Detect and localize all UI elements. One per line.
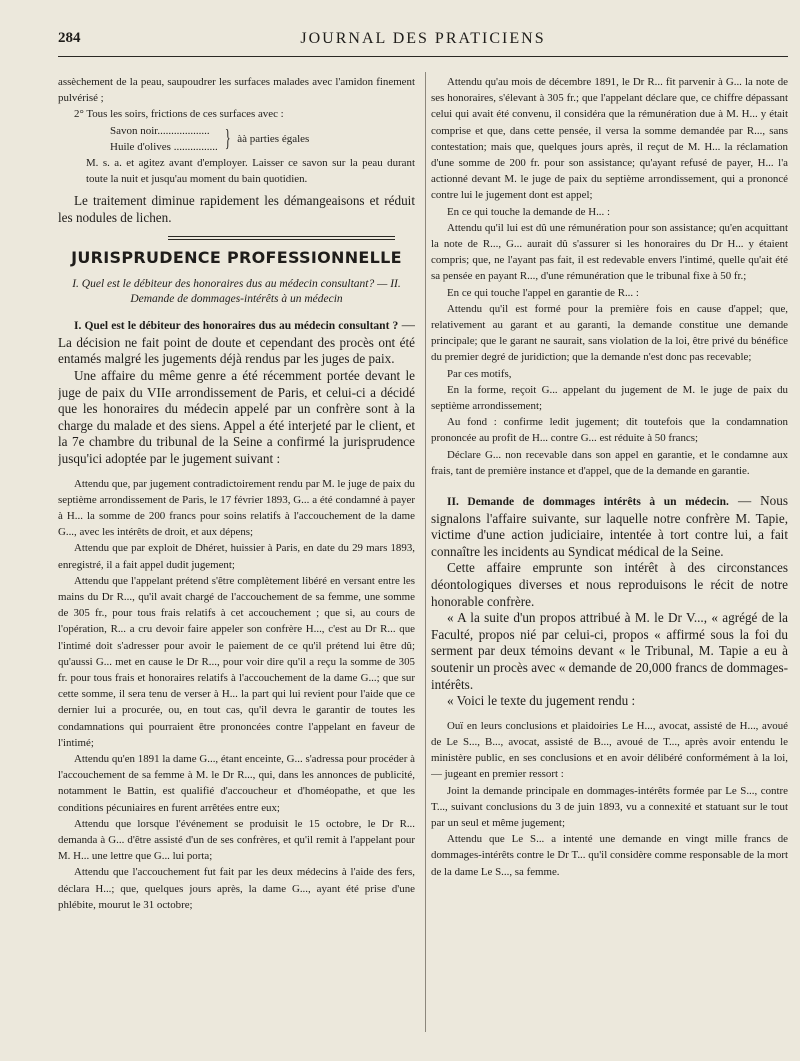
paragraph: Par ces motifs, xyxy=(447,367,512,380)
paragraph: Cette affaire emprunte son intérêt à des circonstances déontologiques diverses et nous reproduisons le récit de notre honorable confrère. xyxy=(431,560,788,609)
paragraph: 2° Tous les soirs, frictions de ces surfaces avec : xyxy=(74,108,284,121)
paragraph: assèchement de la peau, saupoudrer les surfaces malades avec l'amidon finement pulvérisé ; xyxy=(58,76,415,105)
paragraph: M. s. a. et agitez avant d'employer. Laisser ce savon sur la peau durant toute la nuit et jusqu'au moment du bain quotidien. xyxy=(86,156,415,185)
quote-paragraph: « Voici le texte du jugement rendu : xyxy=(447,693,636,709)
paragraph-lead: II. Demande de dommages intérêts à un médecin. xyxy=(447,496,729,509)
formula-item: Huile d'olives ................ xyxy=(110,140,218,153)
right-column xyxy=(431,74,788,1034)
paragraph: Au fond : confirme ledit jugement; dit toutefois que la condamnation prononcée au profit de H... contre G... est réduite à 50 francs; xyxy=(431,416,788,445)
paragraph: Attendu que, par jugement contradictoirement rendu par M. le juge de paix du septième arrondissement de Paris, le 17 février 1893, G... a été condamné à payer à H... la somme de 200 francs pour soins relatifs à l'accouchement de la dame G..., avec les intérêts de droit, et aux dépens; xyxy=(58,477,415,539)
header-rule xyxy=(58,56,788,57)
paragraph: Déclare G... non recevable dans son appel en garantie, et le condamne aux frais, tant de première instance et d'appel, que de la demande en garantie. xyxy=(431,448,788,477)
page-number: 284 xyxy=(58,30,81,46)
paragraph: Attendu qu'au mois de décembre 1891, le Dr R... fit parvenir à G... la note de ses honoraires, s'élevant à 305 fr.; que l'appelant déclare que, ce chiffre dépassant celui qui avait été convenu, il considéra que la rémunération due à M. H... y était comprise et que, dans cette pensée, il versa la somme demandée par R..., sans contestation; mais que, quelques jours après, il reçut de M. H... la réclamation d'une somme de 200 fr. pour son assistance; qu'ayant refusé de payer, H... l'a actionné devant M. le juge de paix du septième arrondissement, qui a prononcé contre lui le jugement dont est appel; xyxy=(431,76,788,202)
column-divider xyxy=(425,72,426,1032)
paragraph: II. Demande de dommages intérêts à un médecin. — Nous signalons l'affaire suivante, sur laquelle notre confrère M. Tapie, victime d'une action judiciaire, intentée à tort contre lui, a fait connaître les incidents au Syndicat médical de la Seine. xyxy=(431,493,788,559)
paragraph: Attendu que Le S... a intenté une demande en vingt mille francs de dommages-intérêts contre le Dr T... qu'il considère comme responsable de la mort de la dame Le S..., sa femme. xyxy=(431,833,788,878)
paragraph: Attendu qu'il lui est dû une rémunération pour son assistance; qu'en acquittant la note de R..., G... aurait dû s'assurer si les honoraires du Dr H... y étaient compris; que, ne l'ayant pas fait, il est redevable envers l'intimé, quelle qu'ait été sa pensée en payant R..., d'une rémunération que le tribunal fixe à 50 fr.; xyxy=(431,221,788,283)
paragraph: Attendu qu'en 1891 la dame G..., étant enceinte, G... s'adressa pour procéder à l'accouchement de sa femme à M. le Dr R..., qui, dans les annonces de publicité, notamment le Battin, est qualifié d'accoucheur et d'homéopathe, et que les conditions pécuniaires en furent arrêtées entre eux; xyxy=(58,753,415,814)
paragraph: En ce qui touche l'appel en garantie de R... : xyxy=(447,286,639,299)
brace-icon: } xyxy=(224,125,231,152)
paragraph-lead: I. Quel est le débiteur des honoraires dus au médecin consultant ? xyxy=(74,320,399,333)
page-header xyxy=(58,30,788,52)
paragraph: Une affaire du même genre a été récemment portée devant le juge de paix du VIIe arrondissement de Paris, et celui-ci a décidé que les honoraires du médecin appelé par un confrère sont à la charge du malade et des siens. Appel a été interjeté par le client, et la 7e chambre du tribunal de la Seine a confirmé la jurisprudence jusqu'ici adoptée par le jugement suivant : xyxy=(58,367,415,466)
section-rule xyxy=(58,236,415,240)
paragraph: Attendu qu'il est formé pour la première fois en cause d'appel; que, relativement au garant et au garanti, la demande constitue une demande principale; que le garant ne saurait, sans violation de la loi, être privé du bénéfice du premier degré de juridiction; que la demande n'est donc pas recevable; xyxy=(431,302,788,364)
quote-paragraph: « A la suite d'un propos attribué à M. le Dr V..., « agrégé de la Faculté, propos nié par celui-ci, propos « affirmé sous la foi du serment par deux témoins devant « le Tribunal, M. Tapie a eu à soutenir un procès avec « demande de 20,000 francs de dommages-intérêts. xyxy=(431,610,788,692)
paragraph: En la forme, reçoit G... appelant du jugement de M. le juge de paix du septième arrondissement; xyxy=(431,383,788,413)
paragraph: Le traitement diminue rapidement les démangeaisons et réduit les nodules de lichen. xyxy=(58,193,415,225)
section-title: JURISPRUDENCE PROFESSIONNELLE xyxy=(71,248,402,268)
formula-note: àà parties égales xyxy=(237,132,310,145)
paragraph: Attendu que l'accouchement fut fait par les deux médecins à l'aide des fers, déclara H...; que, quelques jours après, la dame G..., ayant été prise d'une phlébite, mourut le 31 octobre; xyxy=(58,866,415,911)
paragraph: Attendu que l'appelant prétend s'être complètement libéré en versant entre les mains du Dr R..., qu'il avait chargé de l'accouchement de sa femme, une somme de 305 fr., pour tous frais relatifs à cet accouchement ; que si, au cours de l'opération, R... a cru devoir faire appeler son confrère H..., c'est au Dr R... que l'intimé doit s'adresser pour avoir le paiement de ce qu'il prétend lui être dû; qu'aussi G... met en cause le Dr R..., pour voir dire qu'il a reçu la somme de 305 fr. pour tous frais et honoraires relatifs à l'accouchement de la dame G...; que sur cette somme, il sera tenu de verser à H... la part qui lui revient pour l'aide que ce dernier lui a procurée, ou, en tout cas, qu'il devra le garantir de toutes les condamnations qui pourraient être prononcées contre l'appelant en faveur de l'intimé; xyxy=(58,574,415,749)
paragraph: I. Quel est le débiteur des honoraires dus au médecin consultant ? — La décision ne fait point de doute et cependant des procès ont été entamés malgré les jugements déjà rendus par les juges de paix. xyxy=(58,317,415,367)
paragraph: Attendu que par exploit de Dhéret, huissier à Paris, en date du 29 mars 1893, enregistré, il a fait appel dudit jugement; xyxy=(58,542,415,571)
formula xyxy=(110,123,415,155)
paragraph: En ce qui touche la demande de H... : xyxy=(447,205,610,218)
formula-item: Savon noir................... xyxy=(110,124,210,137)
paragraph: Attendu que lorsque l'événement se produisit le 15 octobre, le Dr R... demanda à G... d'être assisté d'un de ses confrères, et qu'il remit à l'appelant pour M. H... une lettre que G... lui porta; xyxy=(58,817,415,863)
paragraph: Joint la demande principale en dommages-intérêts formée par Le S..., contre T..., suivant conclusions du 3 de juin 1893, vu a connexité et statuant sur le tout par un seul et même jugement; xyxy=(431,784,788,830)
paragraph: Ouï en leurs conclusions et plaidoiries Le H..., avocat, assisté de H..., avoué de Le S..., B..., avocat, assisté de B..., avoué de T..., après avoir entendu le ministère public, en ses conclusions et en avoir délibéré conformément à la loi, — jugeant en premier ressort : xyxy=(431,719,788,781)
left-column xyxy=(58,74,415,1034)
journal-title: JOURNAL DES PRATICIENS xyxy=(300,30,546,47)
section-subtitle: I. Quel est le débiteur des honoraires dus au médecin consultant? — II. Demande de dommages-intérêts à un médecin xyxy=(72,278,401,306)
